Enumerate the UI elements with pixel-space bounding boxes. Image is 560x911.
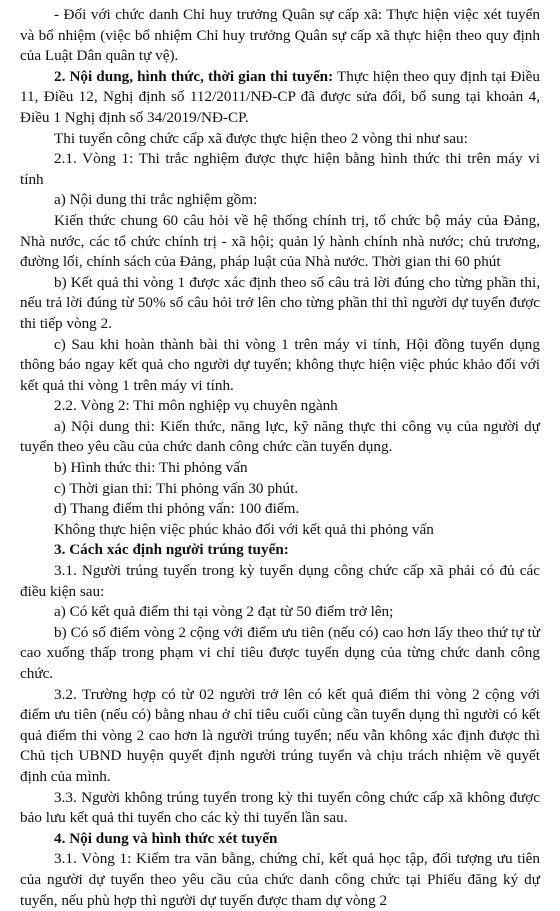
paragraph-text: a) Nội dung thi trắc nghiệm gồm: bbox=[54, 191, 258, 209]
paragraph-text: Kiến thức chung 60 câu hỏi về hệ thống chính trị, tổ chức bộ máy của Đảng, Nhà nước, các tổ chức chính trị - xã hội; quản lý hành chính nhà nước; chủ trương, đường lối, chính sách của Đảng, pháp luật của Nhà nước. Thời gian thi 60 phút bbox=[20, 211, 540, 271]
paragraph-text: Không thực hiện việc phúc khảo đối với kết quả thi phỏng vấn bbox=[54, 520, 434, 538]
paragraph-text: Thi tuyển công chức cấp xã được thực hiện theo 2 vòng thi như sau: bbox=[54, 129, 468, 147]
paragraph-round-2-d bbox=[20, 499, 540, 520]
paragraph-3-1 bbox=[20, 561, 540, 602]
paragraph-3-2 bbox=[20, 685, 540, 788]
paragraph-text: a) Có kết quả điểm thi tại vòng 2 đạt từ 50 điểm trở lên; bbox=[54, 603, 394, 621]
paragraph-round-1-c bbox=[20, 335, 540, 397]
paragraph-round-2-c bbox=[20, 479, 540, 500]
paragraph-two-rounds bbox=[20, 129, 540, 150]
paragraph-round-2 bbox=[20, 396, 540, 417]
paragraph-4-round-1 bbox=[20, 849, 540, 911]
paragraph-text: 2.2. Vòng 2: Thi môn nghiệp vụ chuyên ngành bbox=[54, 397, 338, 415]
paragraph-text: d) Thang điểm thi phỏng vấn: 100 điểm. bbox=[54, 500, 300, 518]
paragraph-text: b) Kết quả thi vòng 1 được xác định theo số câu trả lời đúng cho từng phần thi, nếu trả lời đúng từ 50% số câu hỏi trở lên cho từng phần thi thì người dự tuyển được thi tiếp vòng 2. bbox=[20, 273, 540, 332]
paragraph-round-1 bbox=[20, 149, 540, 190]
paragraph-section-4 bbox=[20, 829, 540, 850]
paragraph-section-3 bbox=[20, 540, 540, 561]
section-2-heading: 2. Nội dung, hình thức, thời gian thi tuyển: bbox=[54, 67, 334, 85]
section-3-heading: 3. Cách xác định người trúng tuyển: bbox=[54, 541, 289, 559]
paragraph-text: c) Thời gian thi: Thi phỏng vấn 30 phút. bbox=[54, 479, 299, 497]
paragraph-text: 3.1. Vòng 1: Kiểm tra văn bằng, chứng chỉ, kết quả học tập, đối tượng ưu tiên của người dự tuyển theo yêu cầu của chức danh công chức tại Phiếu đăng ký dự tuyển, nếu phù hợp thì người dự tuyển được tham dự vòng 2 bbox=[20, 850, 540, 909]
paragraph-text: Thực hiện theo quy định tại Điều 11, Điều 12, Nghị định số 112/2011/NĐ-CP đã được sửa đổi, bổ sung tại khoản 4, Điều 1 Nghị định số 34/2019/NĐ-CP. bbox=[20, 67, 540, 126]
paragraph-text: - Đối với chức danh Chỉ huy trưởng Quân sự cấp xã: Thực hiện việc xét tuyển và bổ nhiệm (việc bổ nhiệm Chỉ huy trưởng Quân sự cấp xã thực hiện theo quy định của Luật Dân quân tự vệ). bbox=[20, 6, 540, 65]
paragraph-text: 3.2. Trường hợp có từ 02 người trở lên có kết quả điểm thi vòng 2 cộng với điểm ưu tiên (nếu có) bằng nhau ở chỉ tiêu cuối cùng cần tuyển dụng thì người có kết quả điểm thi vòng 2 cao hơn là người trúng tuyển; nếu vẫn không xác định được thì Chủ tịch UBND huyện quyết định người trúng tuyển và chịu trách nhiệm về quyết định của mình. bbox=[20, 685, 540, 785]
paragraph-3-1-a bbox=[20, 602, 540, 623]
paragraph-no-review bbox=[20, 520, 540, 541]
paragraph-commander-selection bbox=[20, 5, 540, 67]
paragraph-text: 2.1. Vòng 1: Thi trắc nghiệm được thực hiện bằng hình thức thi trên máy vi tính bbox=[20, 150, 540, 188]
paragraph-text: b) Hình thức thi: Thi phỏng vấn bbox=[54, 459, 248, 477]
paragraph-round-1-b bbox=[20, 273, 540, 335]
paragraph-round-1-a bbox=[20, 190, 540, 211]
paragraph-text: c) Sau khi hoàn thành bài thi vòng 1 trên máy vi tính, Hội đồng tuyển dụng thông báo ngay kết quả cho người dự tuyển; không thực hiện việc phúc khảo đối với kết quả thi vòng 1 trên máy vi tính. bbox=[20, 335, 540, 394]
paragraph-text: 3.3. Người không trúng tuyển trong kỳ thi tuyển công chức cấp xã không được bảo lưu kết quả thi tuyển cho các kỳ thi tuyển lần sau. bbox=[20, 788, 540, 827]
paragraph-section-2 bbox=[20, 67, 540, 129]
paragraph-round-2-a bbox=[20, 417, 540, 458]
paragraph-3-3 bbox=[20, 788, 540, 829]
paragraph-general-knowledge bbox=[20, 211, 540, 273]
section-4-heading: 4. Nội dung và hình thức xét tuyển bbox=[54, 829, 278, 847]
paragraph-text: 3.1. Người trúng tuyển trong kỳ tuyển dụng công chức cấp xã phải có đủ các điều kiện sau: bbox=[20, 562, 540, 600]
paragraph-text: b) Có số điểm vòng 2 cộng với điểm ưu tiên (nếu có) cao hơn lấy theo thứ tự từ cao xuống thấp trong phạm vi chỉ tiêu được tuyển dụng của từng chức danh công chức. bbox=[20, 623, 540, 682]
paragraph-3-1-b bbox=[20, 623, 540, 685]
paragraph-text: a) Nội dung thi: Kiến thức, năng lực, kỹ năng thực thi công vụ của người dự tuyển theo yêu cầu của chức danh công chức cần tuyển dụng. bbox=[20, 417, 540, 456]
paragraph-round-2-b bbox=[20, 458, 540, 479]
